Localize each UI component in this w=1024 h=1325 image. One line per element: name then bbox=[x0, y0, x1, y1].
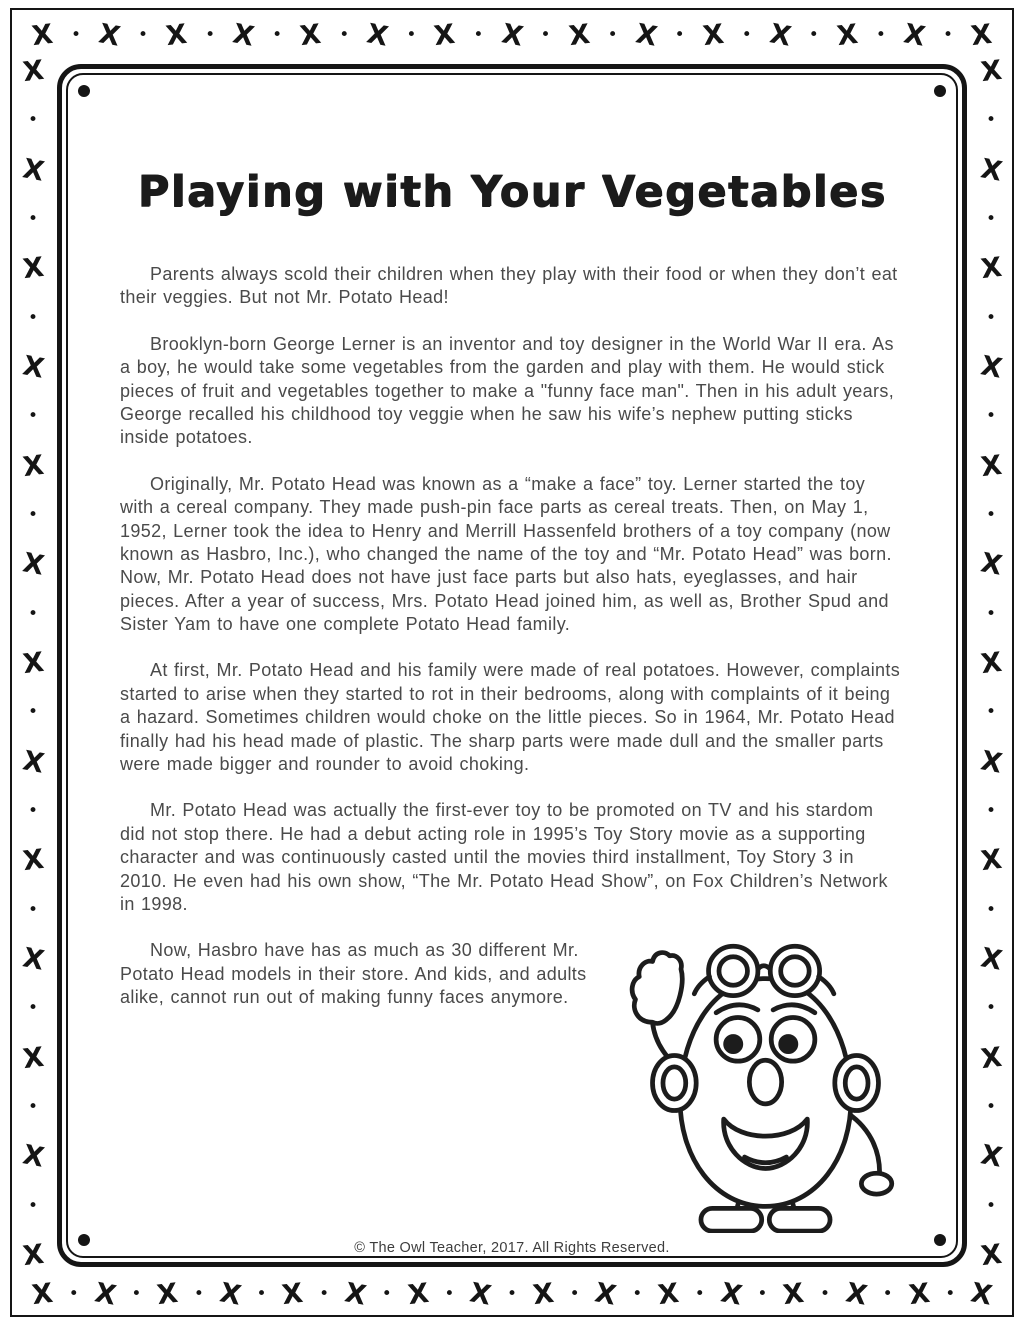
border-x-glyph: X bbox=[977, 547, 1005, 582]
border-dot-glyph: • bbox=[569, 1283, 580, 1304]
border-pattern-left bbox=[15, 54, 51, 1273]
border-dot-glyph: • bbox=[27, 406, 39, 427]
border-x-glyph: X bbox=[19, 547, 47, 582]
border-dot-glyph: • bbox=[473, 24, 484, 45]
border-dot-glyph: • bbox=[985, 307, 997, 328]
border-dot-glyph: • bbox=[985, 702, 997, 723]
copyright-footer: © The Owl Teacher, 2017. All Rights Reserved. bbox=[354, 1240, 670, 1256]
border-dot-glyph: • bbox=[506, 1283, 517, 1304]
border-dot-glyph: • bbox=[985, 208, 997, 229]
border-x-glyph: X bbox=[30, 1277, 55, 1311]
content-area bbox=[66, 73, 958, 1258]
border-dot-glyph: • bbox=[27, 110, 39, 131]
border-x-glyph: X bbox=[977, 152, 1005, 188]
border-dot-glyph: • bbox=[985, 603, 997, 624]
border-x-glyph: X bbox=[96, 17, 123, 53]
border-dot-glyph: • bbox=[808, 24, 819, 45]
border-x-glyph: X bbox=[977, 1139, 1005, 1174]
paragraph-6: Now, Hasbro have has as much as 30 different Mr. Potato Head models in their store. And kids, and adults alike, cannot run out of making funny faces anymore. bbox=[120, 940, 587, 1008]
border-x-glyph: X bbox=[20, 1041, 46, 1075]
border-x-glyph: X bbox=[843, 1276, 870, 1312]
border-x-glyph: X bbox=[906, 1277, 932, 1311]
border-x-glyph: X bbox=[977, 350, 1005, 385]
border-dot-glyph: • bbox=[632, 1283, 643, 1304]
border-x-glyph: X bbox=[978, 54, 1004, 89]
corner-dot-top-right bbox=[934, 85, 946, 97]
border-x-glyph: X bbox=[20, 449, 46, 483]
border-x-glyph: X bbox=[781, 1277, 806, 1311]
border-x-glyph: X bbox=[968, 1276, 995, 1312]
border-dot-glyph: • bbox=[882, 1283, 893, 1304]
paragraph-1: Parents always scold their children when they play with their food or when they don’t eat their veggies. But not Mr. Potato Head! bbox=[120, 264, 898, 308]
corner-dot-top-left bbox=[78, 85, 90, 97]
border-dot-glyph: • bbox=[70, 24, 81, 45]
border-x-glyph: X bbox=[155, 1277, 180, 1311]
content-border-box bbox=[57, 64, 967, 1267]
border-x-glyph: X bbox=[405, 1277, 431, 1311]
border-dot-glyph: • bbox=[741, 24, 752, 45]
border-dot-glyph: • bbox=[27, 1195, 39, 1216]
border-x-glyph: X bbox=[20, 844, 46, 878]
border-dot-glyph: • bbox=[131, 1283, 142, 1304]
border-x-glyph: X bbox=[20, 646, 46, 681]
border-x-glyph: X bbox=[901, 17, 928, 53]
border-x-glyph: X bbox=[467, 1276, 494, 1312]
border-dot-glyph: • bbox=[27, 998, 39, 1019]
border-x-glyph: X bbox=[978, 1238, 1004, 1273]
border-dot-glyph: • bbox=[27, 603, 39, 624]
border-dot-glyph: • bbox=[319, 1283, 330, 1304]
paragraph-3: Originally, Mr. Potato Head was known as a “make a face” toy. Lerner started the toy with a cereal company. They made push-pin face parts as cereal treats. Then, on May 1, 1952, Lerner took the idea to Henry and Merrill Hassenfeld brothers of a toy company (now known as Hasbro, Inc.), who changed the name of the toy and “Mr. Potato Head” was born. Now, Mr. Potato Head does not have just face parts but also hats, eyeglasses, and hair pieces. After a year of success, Mrs. Potato Head joined him, as well as, Brother Spud and Sister Yam to have one complete Potato Head family. bbox=[120, 473, 892, 635]
border-x-glyph: X bbox=[91, 1276, 119, 1312]
border-dot-glyph: • bbox=[256, 1283, 267, 1304]
border-x-glyph: X bbox=[978, 844, 1004, 878]
border-x-glyph: X bbox=[767, 17, 794, 53]
border-dot-glyph: • bbox=[985, 1096, 997, 1117]
border-dot-glyph: • bbox=[68, 1283, 79, 1304]
border-x-glyph: X bbox=[342, 1276, 369, 1312]
border-x-glyph: X bbox=[978, 1041, 1004, 1075]
border-x-glyph: X bbox=[717, 1276, 745, 1312]
border-x-glyph: X bbox=[19, 350, 47, 385]
border-x-glyph: X bbox=[280, 1277, 306, 1311]
potato-nose bbox=[749, 1061, 781, 1105]
border-dot-glyph: • bbox=[27, 1096, 39, 1117]
paragraph-2: Brooklyn-born George Lerner is an inventor and toy designer in the World War II era. As a boy, he would take some vegetables from the garden and play with them. He would stick pieces of fruit and vegetables together to make a "funny face man". Then in his adult years, George recalled his childhood toy veggie when he saw his wife’s nephew putting sticks inside potatoes. bbox=[120, 333, 895, 448]
border-dot-glyph: • bbox=[444, 1283, 455, 1304]
border-dot-glyph: • bbox=[942, 24, 953, 45]
border-dot-glyph: • bbox=[985, 110, 997, 131]
border-dot-glyph: • bbox=[985, 504, 997, 525]
border-x-glyph: X bbox=[700, 18, 726, 52]
border-x-glyph: X bbox=[19, 152, 47, 188]
page-title: Playing with Your Vegetables bbox=[137, 167, 887, 217]
border-dot-glyph: • bbox=[875, 24, 886, 45]
border-dot-glyph: • bbox=[272, 24, 283, 45]
mr-potato-head-illustration bbox=[623, 933, 908, 1233]
border-dot-glyph: • bbox=[945, 1283, 956, 1304]
border-dot-glyph: • bbox=[694, 1283, 705, 1304]
border-x-glyph: X bbox=[531, 1277, 556, 1311]
border-x-glyph: X bbox=[498, 17, 526, 53]
border-dot-glyph: • bbox=[674, 24, 685, 45]
border-dot-glyph: • bbox=[607, 24, 618, 45]
border-dot-glyph: • bbox=[27, 504, 39, 525]
border-dot-glyph: • bbox=[339, 24, 350, 45]
border-dot-glyph: • bbox=[27, 800, 39, 821]
border-dot-glyph: • bbox=[757, 1283, 768, 1304]
border-x-glyph: X bbox=[978, 449, 1004, 483]
border-dot-glyph: • bbox=[985, 800, 997, 821]
border-dot-glyph: • bbox=[138, 24, 149, 45]
border-dot-glyph: • bbox=[985, 899, 997, 920]
border-dot-glyph: • bbox=[540, 24, 551, 45]
border-x-glyph: X bbox=[364, 17, 391, 53]
border-dot-glyph: • bbox=[193, 1283, 204, 1304]
border-dot-glyph: • bbox=[820, 1283, 831, 1304]
border-dot-glyph: • bbox=[381, 1283, 392, 1304]
border-dot-glyph: • bbox=[27, 899, 39, 920]
border-pattern-top bbox=[32, 16, 992, 54]
border-dot-glyph: • bbox=[27, 307, 39, 328]
border-x-glyph: X bbox=[977, 744, 1005, 780]
border-x-glyph: X bbox=[20, 252, 46, 286]
border-x-glyph: X bbox=[20, 54, 46, 89]
border-dot-glyph: • bbox=[985, 406, 997, 427]
paragraph-4: At first, Mr. Potato Head and his family were made of real potatoes. However, complaints started to arise when they started to rot in their bedrooms, along with complaints of it being a hazard. Sometimes children would choke on the little pieces. So in 1964, Mr. Potato Head finally had his head made of plastic. The sharp parts were made dull and the smaller parts were made bigger and rounder to avoid choking. bbox=[120, 660, 901, 775]
border-x-glyph: X bbox=[592, 1276, 620, 1312]
border-pattern-right bbox=[973, 54, 1009, 1273]
border-x-glyph: X bbox=[19, 744, 47, 780]
mr-potato-head-drawing bbox=[623, 933, 908, 1233]
border-dot-glyph: • bbox=[985, 1195, 997, 1216]
border-x-glyph: X bbox=[977, 942, 1005, 977]
border-x-glyph: X bbox=[978, 252, 1004, 286]
border-x-glyph: X bbox=[835, 18, 860, 52]
border-x-glyph: X bbox=[978, 646, 1004, 681]
border-x-glyph: X bbox=[298, 18, 323, 52]
border-x-glyph: X bbox=[969, 18, 994, 52]
border-pattern-bottom bbox=[30, 1275, 995, 1313]
border-dot-glyph: • bbox=[27, 702, 39, 723]
border-dot-glyph: • bbox=[985, 998, 997, 1019]
border-dot-glyph: • bbox=[205, 24, 216, 45]
border-x-glyph: X bbox=[656, 1277, 681, 1311]
border-x-glyph: X bbox=[566, 18, 592, 52]
border-x-glyph: X bbox=[19, 1139, 47, 1174]
border-x-glyph: X bbox=[632, 17, 660, 53]
paragraph-5: Mr. Potato Head was actually the first-ever toy to be promoted on TV and his stardom did not stop there. He had a debut acting role in 1995’s Toy Story movie as a supporting character and was continuously casted until the movies third installment, Toy Story 3 in 2010. He even had his own show, “The Mr. Potato Head Show”, on Fox Children’s Network in 1998. bbox=[120, 800, 888, 914]
border-dot-glyph: • bbox=[406, 24, 417, 45]
border-x-glyph: X bbox=[217, 1276, 244, 1312]
border-x-glyph: X bbox=[19, 942, 47, 977]
border-dot-glyph: • bbox=[27, 208, 39, 229]
border-x-glyph: X bbox=[230, 17, 257, 53]
border-x-glyph: X bbox=[20, 1238, 46, 1273]
border-x-glyph: X bbox=[30, 18, 55, 52]
border-x-glyph: X bbox=[164, 18, 189, 52]
border-x-glyph: X bbox=[432, 18, 458, 52]
potato-shoes bbox=[701, 1209, 830, 1232]
